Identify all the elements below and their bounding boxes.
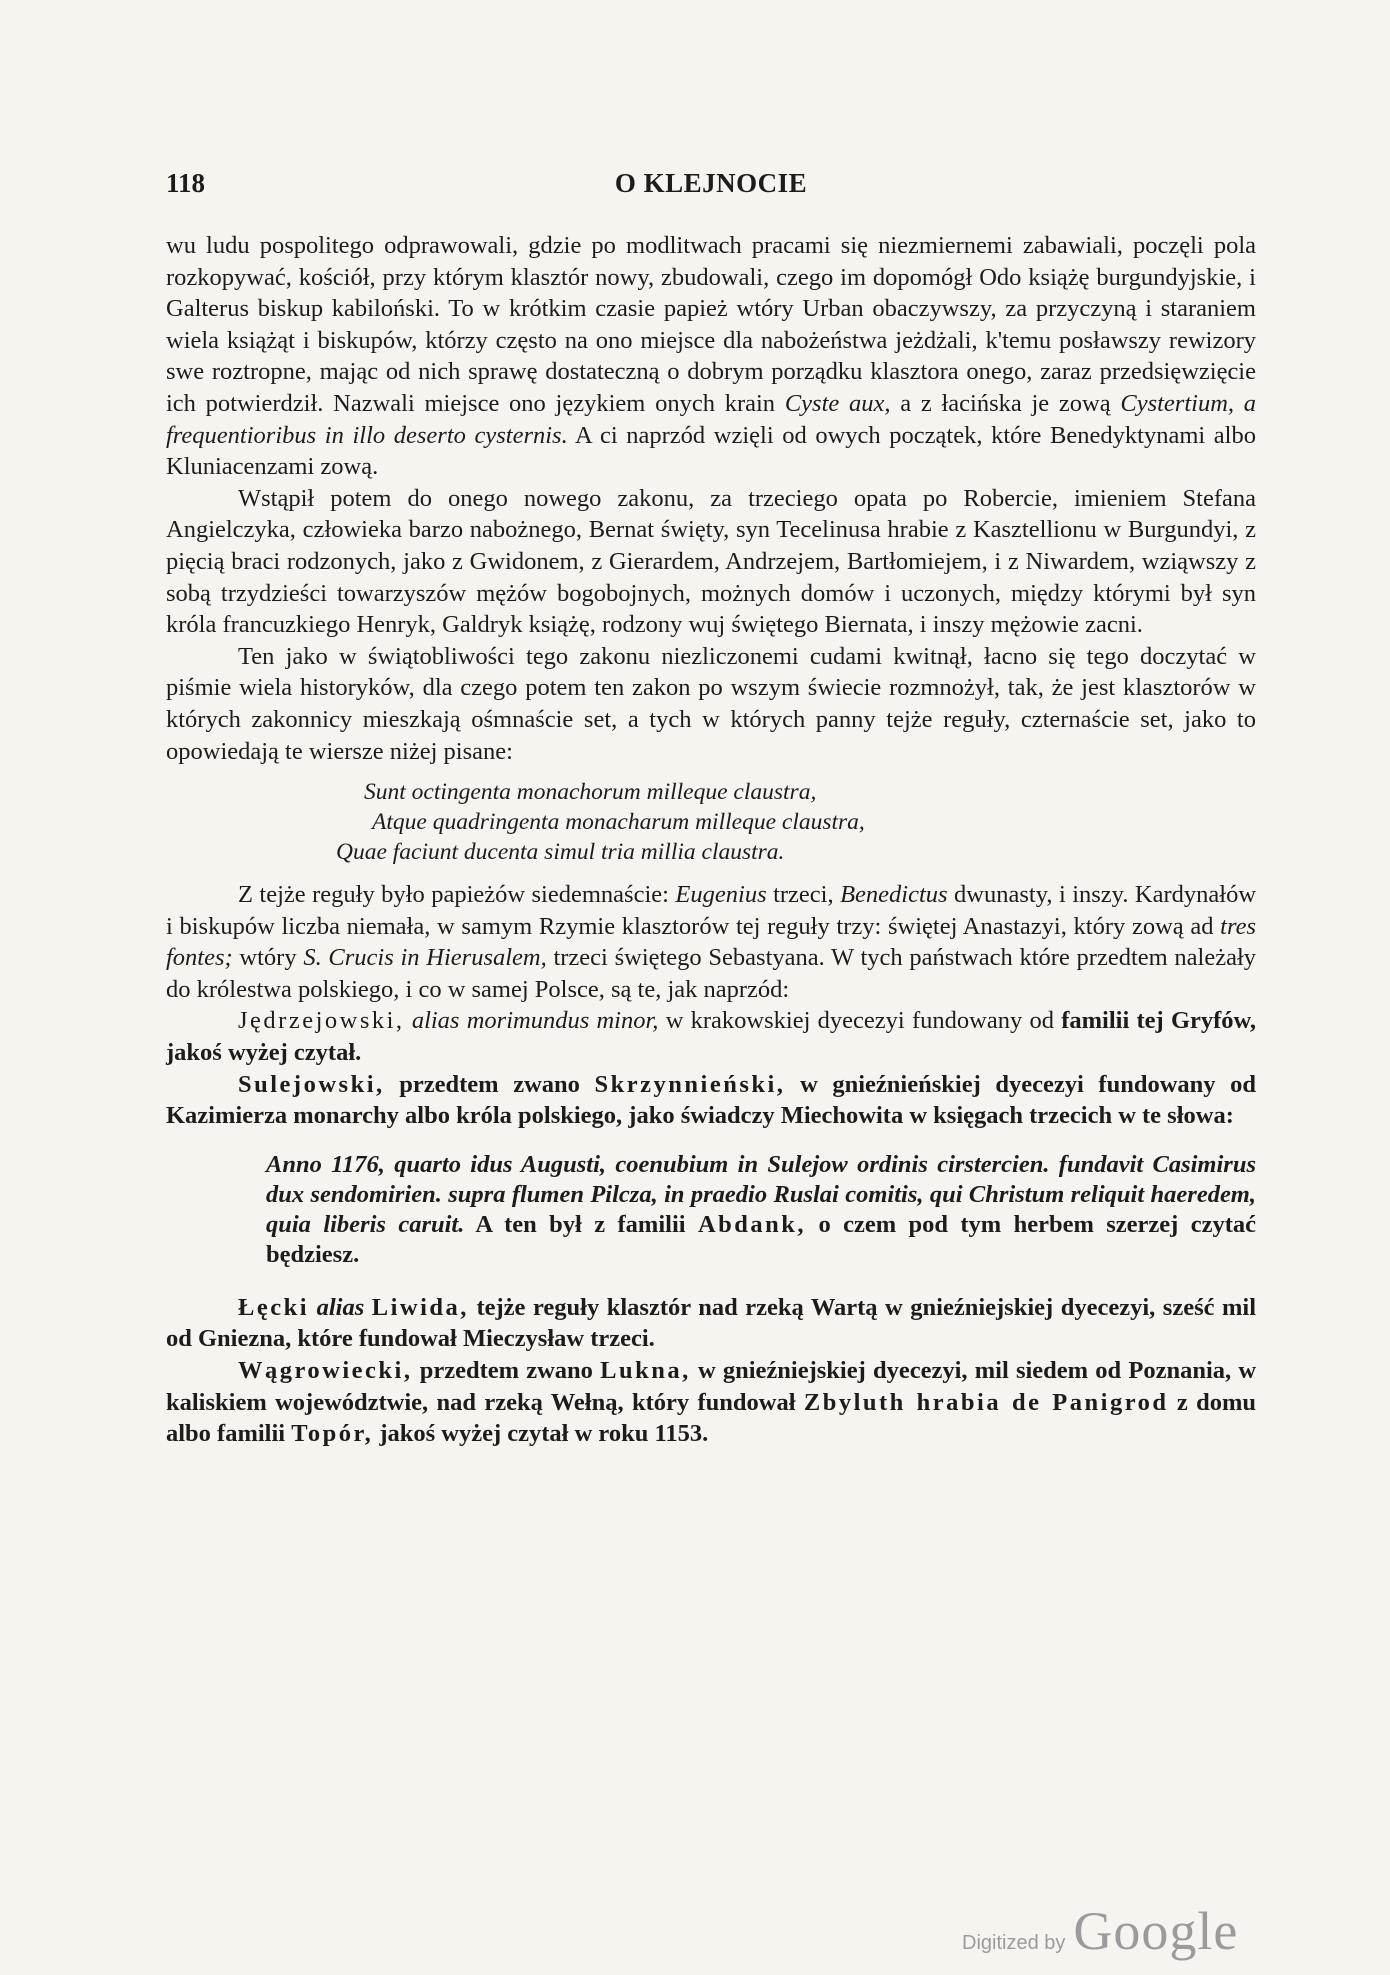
verse-line: Atque quadringenta monacharum milleque claustra, — [372, 809, 865, 836]
paragraph-8: Wągrowiecki, przedtem zwano Lukna, w gnieźniejskiej dyecezyi, mil siedem od Poznania, w kaliskiem województwie, nad rzeką Wełną, który fundował Zbyluth hrabia de Panigrod z domu albo familii Topór, jakoś wyżej czytał w roku 1153. — [166, 1357, 1257, 1448]
paragraph-3: Ten jako w świątobliwości tego zakonu niezliczonemi cudami kwitnął, łacno się tego doczytać w piśmie wiela historyków, dla czego potem ten zakon po wszym świecie rozmnożył, tak, że jest klasztorów w których zakonnicy mieszkają ośmnaście set, a tych w których panny tejże reguły, czternaście set, jako to opowiedają te wiersze niżej pisane: — [166, 642, 1256, 765]
paragraph-2: Wstąpił potem do onego nowego zakonu, za trzeciego opata po Robercie, imieniem Stefana Angielczyka, człowieka barzo nabożnego, Bernat święty, syn Tecelinusa hrabie z Kasztellionu w Burgundyi, z pięcią braci rodzonych, jako z Gwidonem, z Gierardem, Andrzejem, Bartłomiejem, i z Niwardem, wziąwszy z sobą trzydzieści towarzyszów mężów bogobojnych, możnych domów i uczonych, między którymi był syn króla francuzkiego Henryk, Galdryk książę, rodzony wuj świętego Biernata, i inszy mężowie zacni. — [166, 484, 1256, 639]
page-header — [166, 168, 1256, 208]
paragraph-1: wu ludu pospolitego odprawowali, gdzie po modlitwach pracami się niezmiernemi zabawiali, poczęli pola rozkopywać, kościół, przy którym klasztór nowy, zbudowali, czego im dopomógł Odo książę burgundyjskie, i Galterus biskup kabiloński. To w krótkim czasie papież wtóry Urban obaczywszy, za przyczyną i staraniem wiela książąt i biskupów, którzy często na ono miejsce dla nabożeństwa jeżdżali, k'temu posławszy rewizory swe roztropne, mając od nich sprawę dostateczną o dobrym porządku klasztora onego, zaraz przedsięwzięcie ich potwierdził. Nazwali miejsce ono językiem onych krain Cyste aux, a z łacińska je zową Cystertium, a frequentioribus in illo deserto cysternis. A ci naprzód wzięli od owych początek, które Benedyktynami albo Kluniacenzami zową. — [166, 232, 1257, 481]
paragraph-6: Sulejowski, przedtem zwano Skrzynnieński, w gnieźnieńskiej dyecezyi fundowany od Kazimierza monarchy albo króla polskiego, jako świadczy Miechowita w księgach trzecich w te słowa: — [166, 1070, 1257, 1130]
verse-line: Sunt octingenta monachorum milleque claustra, — [364, 779, 817, 806]
paragraph-7: Łęcki alias Liwida, tejże reguły klasztór nad rzeką Wartą w gnieźniejskiej dyecezyi, sześć mil od Gniezna, które fundował Mieczysław trzeci. — [166, 1293, 1257, 1353]
paragraph-5: Jędrzejowski, alias morimundus minor, w krakowskiej dyecezyi fundowany od familii tej Gryfów, jakoś wyżej czytał. — [166, 1007, 1257, 1067]
paragraph-4: Z tejże reguły było papieżów siedemnaście: Eugenius trzeci, Benedictus dwunasty, i inszy. Kardynałów i biskupów liczba niemała, w samym Rzymie klasztorów tej reguły trzy: świętej Anastazyi, który zową ad tres fontes; wtóry S. Crucis in Hierusalem, trzeci świętego Sebastyana. W tych państwach które przedtem należały do królestwa polskiego, i co w samej Polsce, są te, jak naprzód: — [166, 881, 1257, 1003]
page-number: 118 — [166, 168, 206, 198]
running-title: O KLEJNOCIE — [614, 168, 808, 198]
page-body — [166, 230, 1256, 1450]
miechowita-quote: Anno 1176, quarto idus Augusti, coenubium in Sulejow ordinis cirstercien. fundavit Casimirus dux sendomirien. supra flumen Pilcza, in praedio Ruslai comitis, qui Christum reliquit haeredem, quia liberis caruit. A ten był z familii Abdank, o czem pod tym herbem szerzej czytać będziesz. — [266, 1150, 1257, 1268]
verse-line: Quae faciunt ducenta simul tria millia claustra. — [336, 839, 785, 866]
digitized-label: Digitized by — [962, 1932, 1066, 1954]
digitized-by-google-watermark — [962, 1900, 1238, 1960]
google-logo: Google — [1073, 1901, 1239, 1961]
latin-verses — [166, 777, 1256, 867]
